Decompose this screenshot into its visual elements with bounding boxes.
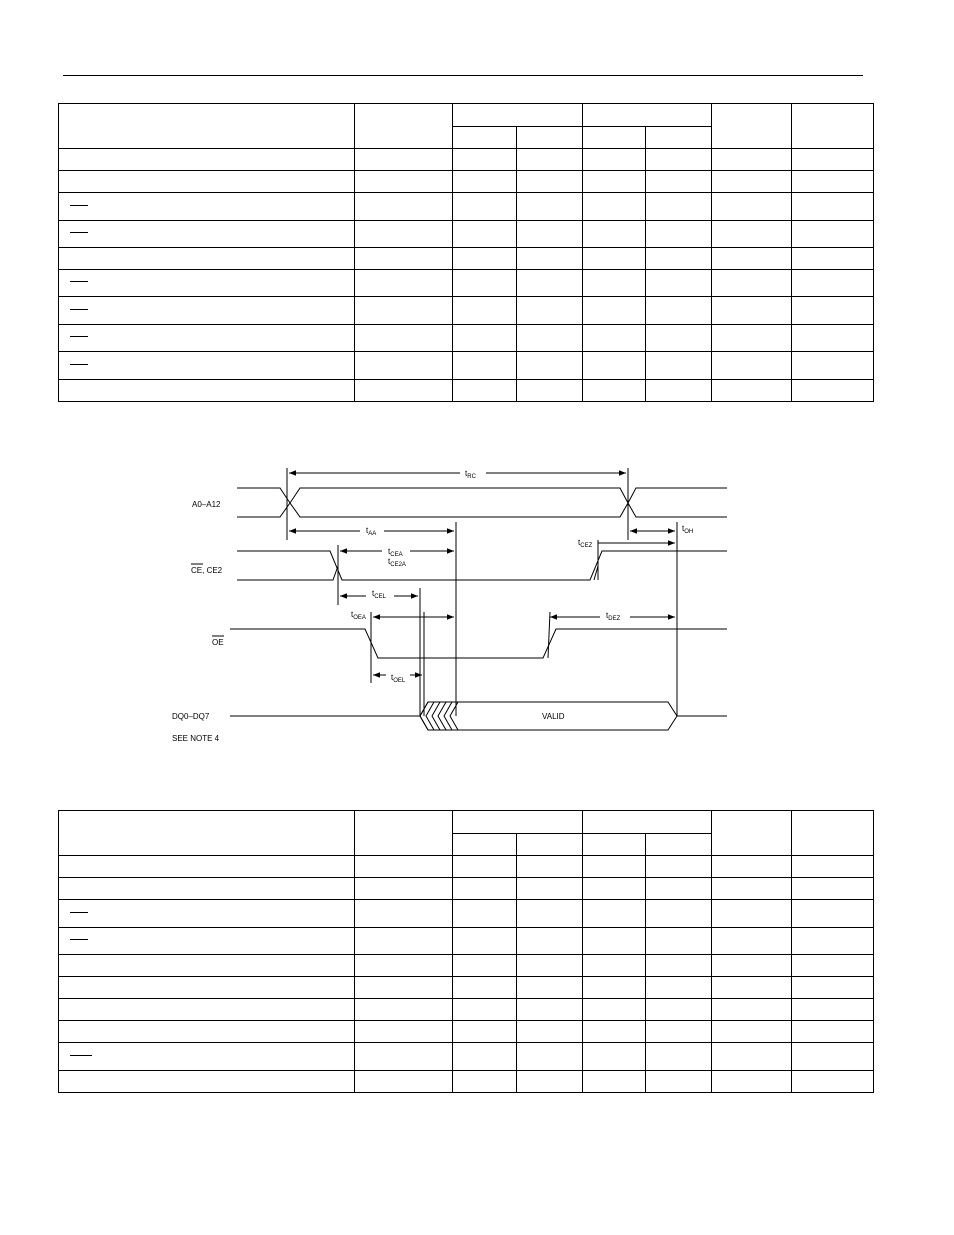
header-max [646,127,712,149]
header-max [517,834,583,856]
timing-arrows [289,473,675,675]
table-row [59,928,874,955]
table-row [59,999,874,1021]
overbar [70,309,88,310]
table-row [59,270,874,297]
address-bus-waveform [237,488,727,517]
overbar [70,912,88,913]
table-row [59,325,874,352]
signal-label-oe: OE [212,638,224,647]
oe-waveform [230,612,727,658]
header-rule [63,75,863,76]
table-row [59,955,874,977]
read-cycle-table [58,103,874,402]
table-row [59,380,874,402]
overbar [70,205,88,206]
overbar [70,364,88,365]
table-header-row [59,104,874,127]
table-row [59,856,874,878]
header-speed-grade-a [453,811,583,834]
overbar [70,232,88,233]
see-note-label: SEE NOTE 4 [172,734,220,743]
table-row [59,352,874,380]
bus-state-valid: VALID [542,712,565,721]
overbar [70,939,88,940]
header-units [712,811,792,856]
header-min [453,834,517,856]
header-parameter [59,811,355,856]
timing-label-taa: $t_{AA}$ [366,526,377,537]
table-header-row [59,811,874,834]
timing-label-tce2a: $t_{CE2A}$ [388,557,406,568]
table-row [59,878,874,900]
table-row [59,248,874,270]
header-max [517,127,583,149]
table-row [59,221,874,248]
signal-label-dq: DQ0–DQ7 [172,712,210,721]
overbar [70,336,88,337]
timing-reference-lines [287,468,677,716]
overbar [70,281,88,282]
header-notes [792,811,874,856]
timing-label-toh: $t_{OH}$ [682,524,694,535]
signal-label-ce: CE, CE2 [191,566,223,575]
header-parameter [59,104,355,149]
table-row [59,193,874,221]
table-row [59,1043,874,1071]
dq-bus-waveform [230,702,727,730]
header-symbol [355,811,453,856]
header-symbol [355,104,453,149]
timing-label-tcel: $t_{CEL}$ [372,589,386,600]
signal-label-address: A0–A12 [192,500,221,509]
header-min [583,834,646,856]
header-min [453,127,517,149]
timing-label-toea: $t_{OEA}$ [351,610,366,621]
timing-label-trc: $t_{RC}$ [465,469,476,480]
ce-waveform [237,551,727,580]
timing-label-tcea: $t_{CEA}$ [388,547,403,558]
write-cycle-table [58,810,874,1093]
overbar [70,1055,92,1056]
header-units [712,104,792,149]
header-notes [792,104,874,149]
table-row [59,297,874,325]
table-row [59,1071,874,1093]
timing-label-tcez: $t_{CEZ}$ [578,538,593,549]
table-row [59,149,874,171]
header-min [583,127,646,149]
timing-label-toel: $t_{OEL}$ [391,673,406,684]
timing-label-tdez: $t_{DEZ}$ [606,611,621,622]
header-speed-grade-b [583,811,712,834]
table-row [59,171,874,193]
table-row [59,977,874,999]
table-row [59,1021,874,1043]
header-speed-grade-a [453,104,583,127]
table-row [59,900,874,928]
read-cycle-timing-diagram [0,440,954,760]
header-max [646,834,712,856]
header-speed-grade-b [583,104,712,127]
